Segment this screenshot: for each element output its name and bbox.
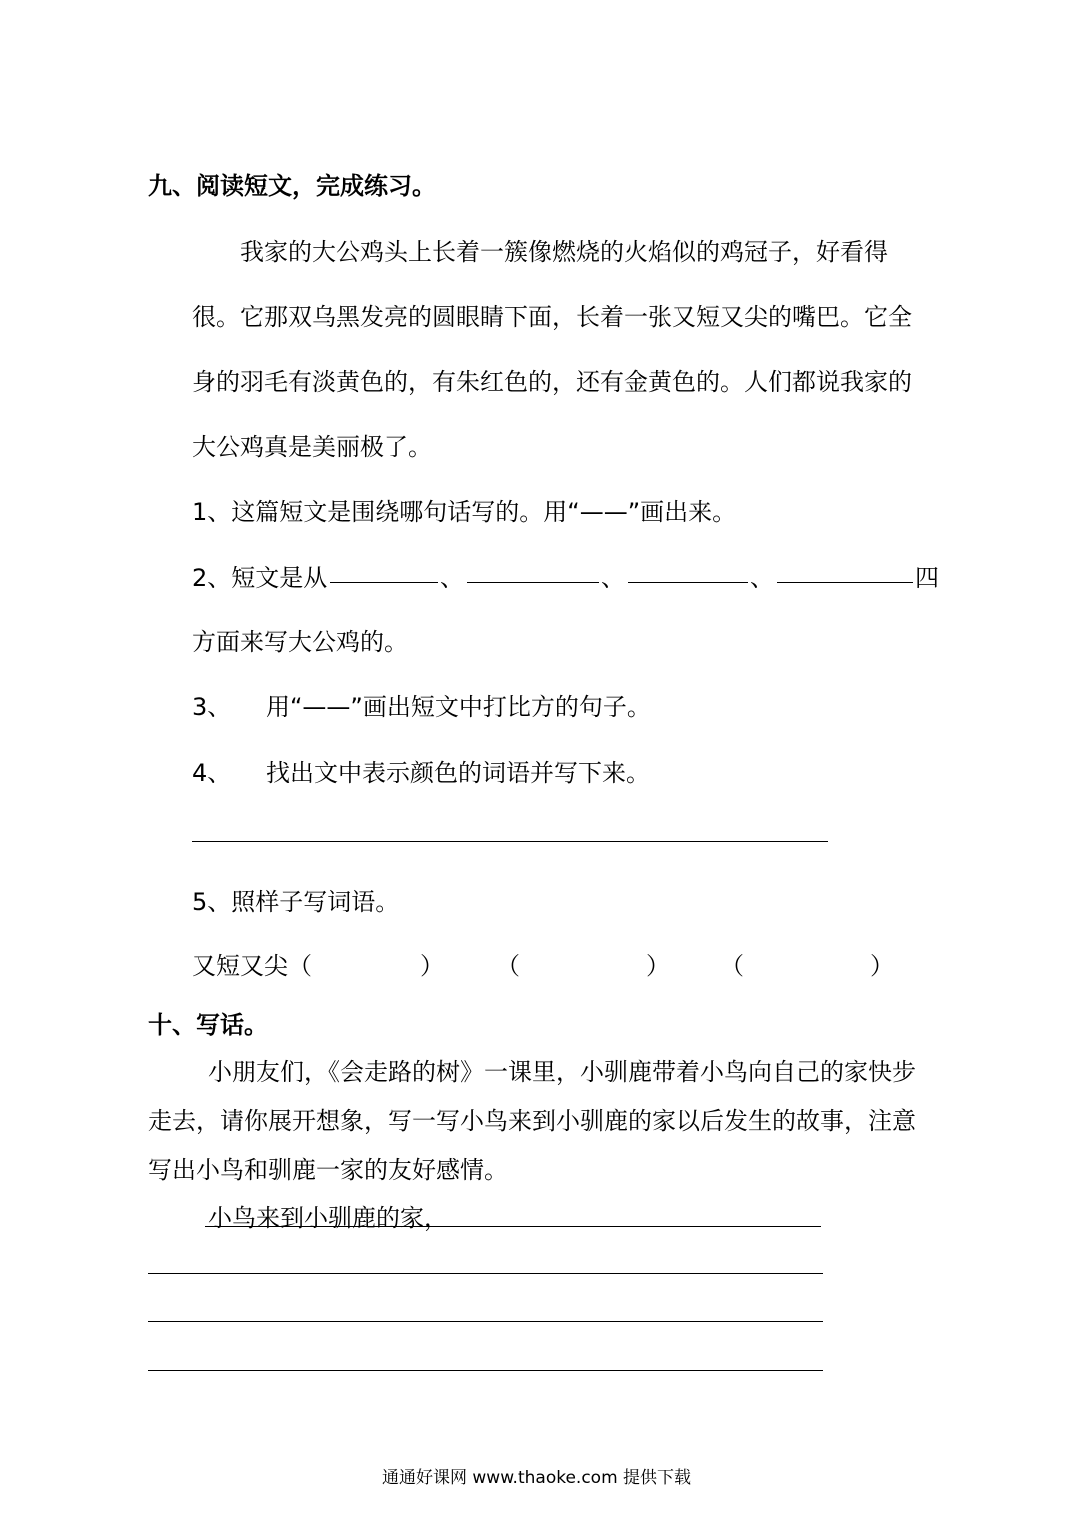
q2-separator-2: 、 [601,564,625,592]
writing-prompt-line-2: 走去，请你展开想象，写一写小鸟来到小驯鹿的家以后发生的故事，注意 [148,1107,916,1135]
q2-blank-3[interactable] [628,582,748,583]
passage-line-4: 大公鸡真是美丽极了。 [192,433,432,461]
writing-starter: 小鸟来到小驯鹿的家， [208,1204,448,1232]
page-footer: 通通好课网 www.thaoke.com 提供下载 [382,1468,692,1488]
q5-paren-open-3: （ [720,952,744,980]
q2-separator-1: 、 [440,564,464,592]
writing-prompt-line-1: 小朋友们，《会走路的树》一课里，小驯鹿带着小鸟向自己的家快步 [208,1058,916,1086]
writing-line-1[interactable] [205,1226,821,1227]
q5-example: 又短又尖（ [192,952,312,980]
q4-answer-line[interactable] [192,841,828,842]
passage-line-2: 很。它那双乌黑发亮的圆眼睛下面，长着一张又短又尖的嘴巴。它全 [192,303,912,331]
q5-paren-close-2: ） [646,952,670,980]
q2-blank-1[interactable] [330,582,438,583]
question-3-number: 3、 [192,693,232,721]
question-1: 1、这篇短文是围绕哪句话写的。用“——”画出来。 [192,498,737,526]
question-2-line-2: 方面来写大公鸡的。 [192,628,408,656]
passage-line-1: 我家的大公鸡头上长着一簇像燃烧的火焰似的鸡冠子，好看得 [240,238,888,266]
question-2-prefix: 2、短文是从 [192,564,328,592]
passage-line-3: 身的羽毛有淡黄色的，有朱红色的，还有金黄色的。人们都说我家的 [192,368,912,396]
writing-line-2[interactable] [148,1273,823,1274]
writing-line-3[interactable] [148,1321,823,1322]
question-2-suffix: 四 [915,564,939,592]
question-5: 5、照样子写词语。 [192,888,400,916]
section-ten-heading: 十、写话。 [148,1011,268,1039]
q2-blank-4[interactable] [777,582,913,583]
question-4-number: 4、 [192,759,232,787]
q5-paren-close-3: ） [870,952,894,980]
q5-paren-close-1: ） [420,952,444,980]
question-3-text: 用“——”画出短文中打比方的句子。 [266,693,651,721]
q2-separator-3: 、 [750,564,774,592]
q2-blank-2[interactable] [467,582,599,583]
q5-paren-open-2: （ [496,952,520,980]
question-4-text: 找出文中表示颜色的词语并写下来。 [266,759,650,787]
writing-line-4[interactable] [148,1370,823,1371]
writing-prompt-line-3: 写出小鸟和驯鹿一家的友好感情。 [148,1156,508,1184]
section-nine-heading: 九、阅读短文，完成练习。 [148,172,436,200]
